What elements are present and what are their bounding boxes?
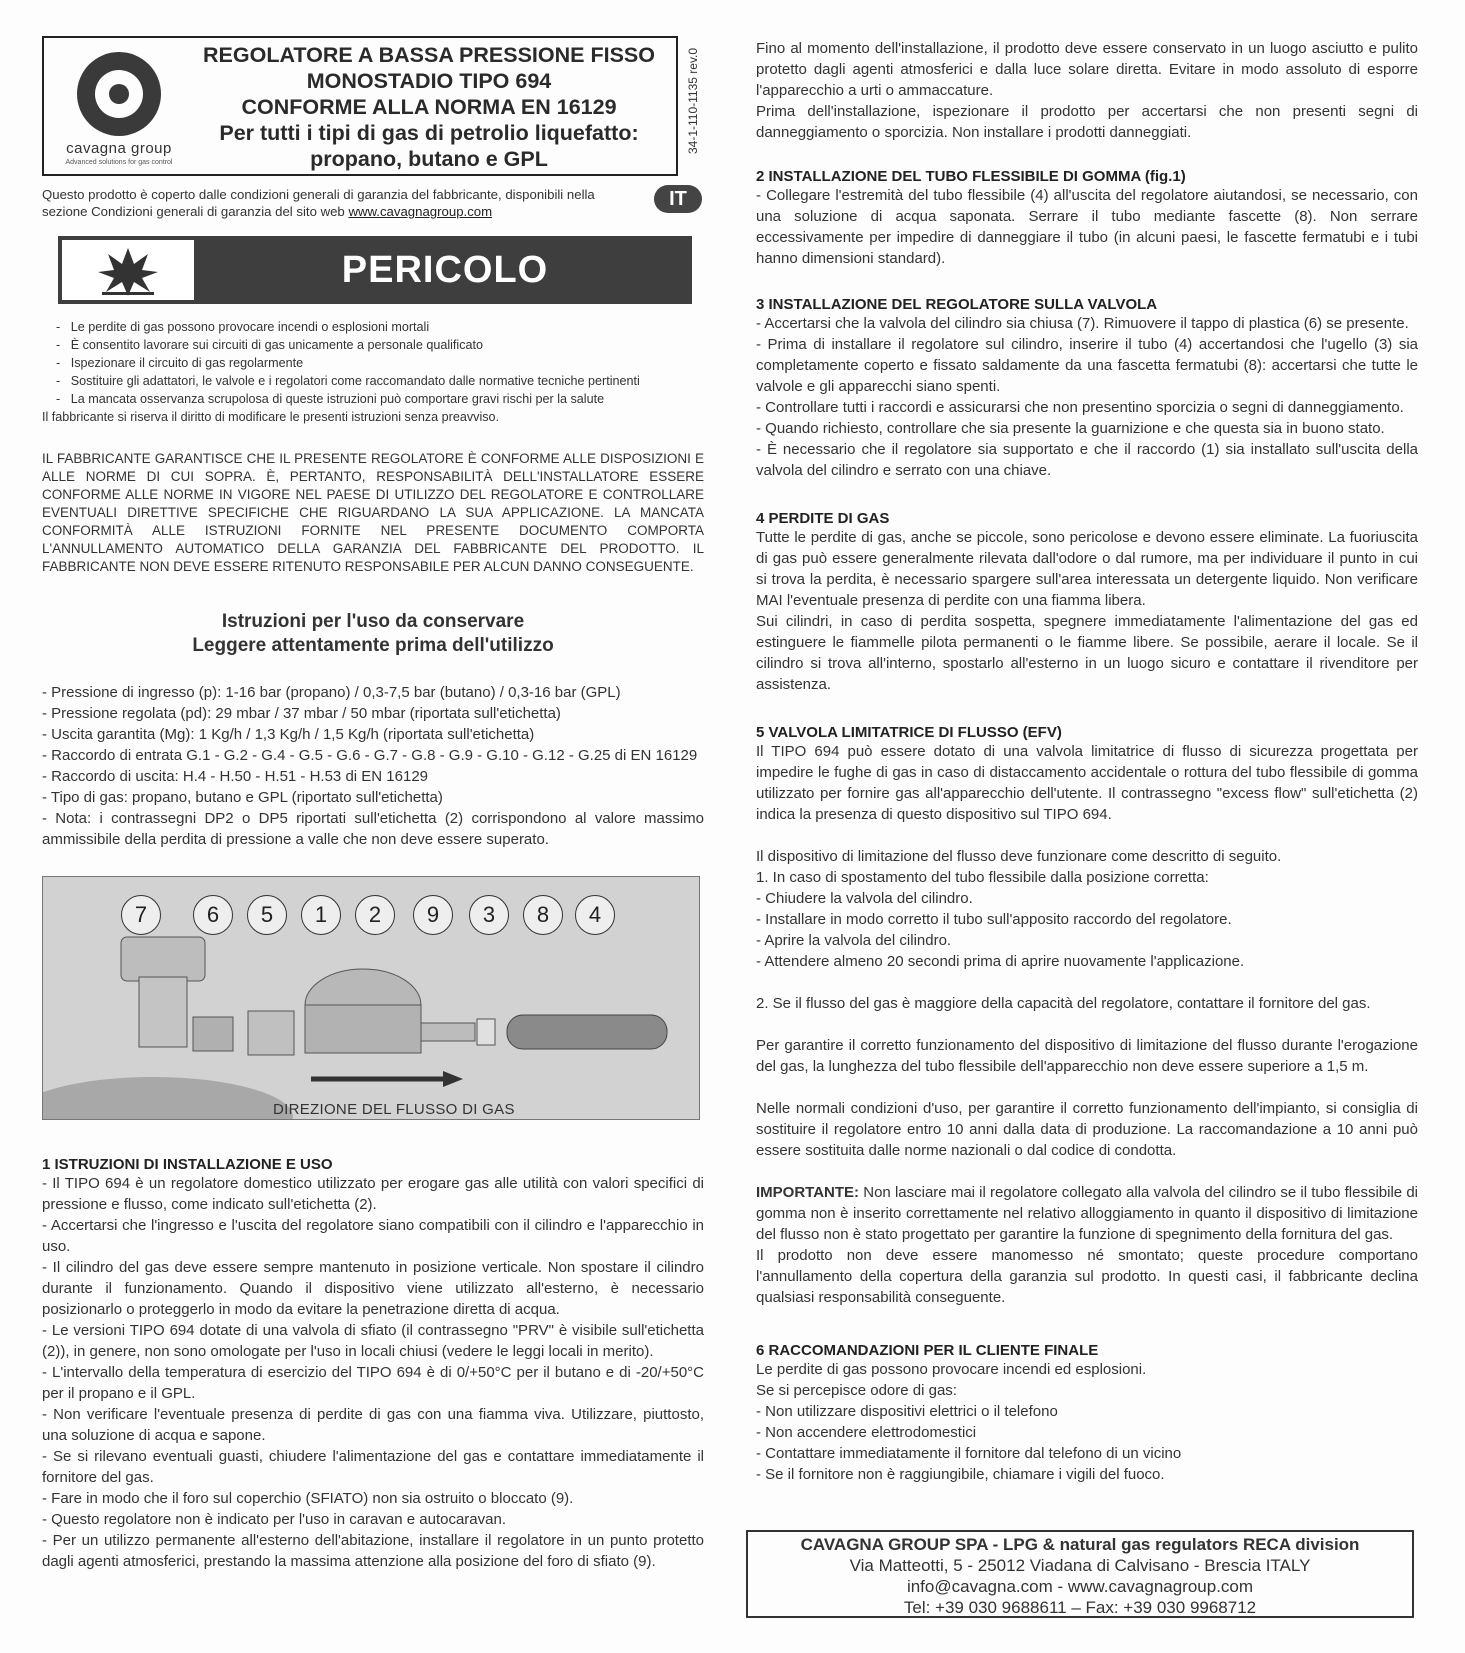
spec-item: - Pressione regolata (pd): 29 mbar / 37 mbar / 50 mbar (riportata sull'etichetta) (42, 705, 561, 722)
spec-item: - Tipo di gas: propano, butano e GPL (riportato sull'etichetta) (42, 789, 443, 806)
section-title: 2 INSTALLAZIONE DEL TUBO FLESSIBILE DI GOMMA (fig.1) (756, 168, 1186, 185)
spec-item: - Raccordo di uscita: H.4 - H.50 - H.51 - H.53 di EN 16129 (42, 768, 429, 785)
section-item: - Attendere almeno 20 secondi prima di aprire nuovamente l'applicazione. (756, 953, 1245, 970)
section-item: - Installare in modo corretto il tubo sull'apposito raccordo del regolatore. (756, 911, 1232, 928)
right-intro (756, 38, 1418, 143)
spec-item: - Nota: i contrassegni DP2 o DP5 riportati sull'etichetta (2) corrispondono al valore massimo ammissibile della perdita di pressione a valle che non deve essere superato. (42, 810, 704, 848)
section-item: - L'intervallo della temperatura di esercizio del TIPO 694 è di 0/+50°C per il butano e di -20/+50°C per il propano e il GPL. (42, 1364, 704, 1402)
list-item: - La mancata osservanza scrupolosa di queste istruzioni può comportare gravi rischi per la salute (56, 392, 605, 406)
title-line: MONOSTADIO TIPO 694 (306, 69, 552, 93)
list-item: - È consentito lavorare sui circuiti di gas unicamente a personale qualificato (56, 338, 484, 352)
section-paragraph: Il dispositivo di limitazione del flusso deve funzionare come descritto di seguito. (756, 848, 1282, 865)
section-paragraph: 2. Se il flusso del gas è maggiore della capacità del regolatore, contattare il fornitore del gas. (756, 995, 1371, 1012)
header-box (42, 36, 678, 176)
figure-label-5: 5 (247, 895, 287, 935)
section-item: - Non utilizzare dispositivi elettrici o il telefono (756, 1403, 1058, 1420)
section-item: - Contattare immediatamente il fornitore dal telefono di un vicino (756, 1445, 1182, 1462)
warranty-text: Questo prodotto è coperto dalle condizioni generali di garanzia del fabbricante, disponibili nella sezione Condizioni generali di garanzia del sito web (42, 187, 595, 219)
footer-address: Via Matteotti, 5 - 25012 Viadana di Calvisano - Brescia ITALY (849, 1556, 1311, 1575)
section-item: - Non accendere elettrodomestici (756, 1424, 977, 1441)
section-paragraph: Se si percepisce odore di gas: (756, 1382, 957, 1399)
section-paragraph: Le perdite di gas possono provocare incendi ed esplosioni. (756, 1361, 1147, 1378)
section-title: 3 INSTALLAZIONE DEL REGOLATORE SULLA VALVOLA (756, 296, 1158, 313)
cavagna-logo (54, 52, 184, 172)
instructions-title-line: Leggere attentamente prima dell'utilizzo (192, 635, 554, 656)
figure-label-3: 3 (469, 895, 509, 935)
figure-label-1: 1 (301, 895, 341, 935)
important-label: IMPORTANTE: (756, 1184, 860, 1201)
section-item: - Quando richiesto, controllare che sia presente la guarnizione e che questa sia in buono stato. (756, 420, 1385, 437)
section-paragraph: Il TIPO 694 può essere dotato di una valvola limitatrice di flusso di sicurezza progettata per impedire le fughe di gas in caso di distaccamento accidentale o rottura del tubo flessibile di gomma utilizzato per fornire gas all'apparecchio dell'utente. Il contrassegno "excess flow" sull'etichetta (2) indica la presenza di questo dispositivo sul TIPO 694. (756, 743, 1418, 823)
modification-note: Il fabbricante si riserva il diritto di modificare le presenti istruzioni senza preavviso. (42, 410, 500, 424)
instructions-title-line: Istruzioni per l'uso da conservare (221, 611, 525, 632)
section-title: 6 RACCOMANDAZIONI PER IL CLIENTE FINALE (756, 1342, 1099, 1359)
intro-paragraph: Fino al momento dell'installazione, il prodotto deve essere conservato in un luogo asciutto e pulito protetto dagli agenti atmosferici e dalla luce solare diretta. Evitare in modo assoluto di esporre l'apparecchio a urti o ammaccature. (756, 40, 1418, 99)
footer-phone: Tel: +39 030 9688611 – Fax: +39 030 9968712 (903, 1598, 1257, 1617)
manufacturer-statement: IL FABBRICANTE GARANTISCE CHE IL PRESENTE REGOLATORE È CONFORME ALLE DISPOSIZIONI E ALLE NORME DI CUI SOPRA. È, PERTANTO, RESPONSABILITÀ DELL'INSTALLATORE ESSERE CONFORME ALLE NORME IN VIGORE NEL PAESE DI UTILIZZO DEL REGOLATORE E CONTROLLARE EVENTUALI DIRETTIVE SPECIFICHE CHE RIGUARDANO LA SUA APPLICAZIONE. LA MANCATA CONFORMITÀ ALLE ISTRUZIONI FORNITE NEL PRESENTE DOCUMENTO COMPORTA L'ANNULLAMENTO AUTOMATICO DELLA GARANZIA DEL FABBRICANTE DEL PRODOTTO. IL FABBRICANTE NON DEVE ESSERE RITENUTO RESPONSABILE PER ALCUN DANNO CONSEGUENTE. (42, 451, 704, 574)
spec-item: - Pressione di ingresso (p): 1-16 bar (propano) / 0,3-7,5 bar (butano) / 0,3-16 bar (GPL) (42, 684, 621, 701)
list-item: - Ispezionare il circuito di gas regolarmente (56, 356, 304, 370)
section-title: 1 ISTRUZIONI DI INSTALLAZIONE E USO (42, 1156, 333, 1173)
section-5 (756, 724, 1418, 1308)
spec-item: - Raccordo di entrata G.1 - G.2 - G.4 - G.5 - G.6 - G.7 - G.8 - G.9 - G.10 - G.12 - G.25 di EN 16129 (42, 747, 698, 764)
figure-label-6: 6 (193, 895, 233, 935)
title-line: propano, butano e GPL (310, 147, 548, 171)
section-item: - Prima di installare il regolatore sul cilindro, inserire il tubo (4) accertandosi che l'ugello (3) sia completamente coperto e fissato saldamente da una fascetta fermatubi (8): accertarsi che tutte le valvole e gli apparecchi siano spenti. (756, 336, 1418, 395)
section-paragraph: Tutte le perdite di gas, anche se piccole, sono pericolose e devono essere eliminate. La fuoriuscita di gas può essere generalmente rilevata dall'odore o dal rumore, ma per individuare il punto in cui si trova la perdita, è necessario spargere sull'area interessata un detergente liquido. Non verificare MAI l'eventuale presenza di perdite con una fiamma libera. (756, 529, 1418, 609)
section-item: - Aprire la valvola del cilindro. (756, 932, 952, 949)
figure-caption: DIREZIONE DEL FLUSSO DI GAS (273, 1101, 515, 1118)
list-item: - Sostituire gli adattatori, le valvole e i regolatori come raccomandato dalle normative tecniche pertinenti (56, 374, 640, 388)
section-item: - Il TIPO 694 è un regolatore domestico utilizzato per erogare gas alle utilità con valori specifici di pressione e flusso, come indicato sull'etichetta (2). (42, 1175, 704, 1213)
important-text: Non lasciare mai il regolatore collegato alla valvola del cilindro se il tubo flessibile di gomma non è inserito correttamente nel relativo alloggiamento in quanto il dispositivo di limitazione del flusso non è stato progettato per garantire la funzione di spegnimento della fornitura del gas. (756, 1184, 1418, 1243)
figure-label-8: 8 (523, 895, 563, 935)
section-item: - Per un utilizzo permanente all'esterno dell'abitazione, installare il regolatore in un punto protetto dagli agenti atmosferici, prestando la massima attenzione alla posizione del foro di sfiato (9). (42, 1532, 704, 1570)
section-1 (42, 1156, 704, 1572)
section-item: - È necessario che il regolatore sia supportato e che il raccordo (1) sia installato sull'uscita della valvola del cilindro e serrato con una chiave. (756, 441, 1418, 479)
document-code: 34-1-110-1135 rev.0 (686, 47, 700, 154)
section-item: - Fare in modo che il foro sul coperchio (SFIATO) non sia ostruito o bloccato (9). (42, 1490, 574, 1507)
danger-icon-box (62, 240, 194, 300)
section-item: - Se il fornitore non è raggiungibile, chiamare i vigili del fuoco. (756, 1466, 1165, 1483)
instructions-title (42, 610, 704, 658)
figure-label-2: 2 (355, 895, 395, 935)
section-paragraph: Sui cilindri, in caso di perdita sospetta, spegnere immediatamente l'alimentazione del gas ed estinguere le fiammelle pilota permanenti o le fiamme libere. Se possibile, aerare il locale. Se il cilindro si trova all'interno, spostarlo all'esterno in un luogo sicuro e contattare il rivenditore per assistenza. (756, 613, 1418, 693)
intro-paragraph: Prima dell'installazione, ispezionare il prodotto per accertarsi che non presenti segni di danneggiamento o sporcizia. Non installare i prodotti danneggiati. (756, 103, 1418, 141)
footer-company: CAVAGNA GROUP SPA - LPG & natural gas regulators RECA division (800, 1535, 1360, 1554)
spec-item: - Uscita garantita (Mg): 1 Kg/h / 1,3 Kg/h / 1,5 Kg/h (riportata sull'etichetta) (42, 726, 535, 743)
regulator-figure (42, 876, 700, 1120)
figure-label-9: 9 (413, 895, 453, 935)
section-item: - Se si rilevano eventuali guasti, chiudere l'alimentazione del gas e contattare immediatamente il fornitore del gas. (42, 1448, 704, 1486)
section-3 (756, 296, 1418, 481)
title-line: CONFORME ALLA NORMA EN 16129 (241, 95, 617, 119)
section-item: - Non verificare l'eventuale presenza di perdite di gas con una fiamma viva. Utilizzare, piuttosto, una soluzione di acqua e sapone. (42, 1406, 704, 1444)
danger-banner (58, 236, 692, 304)
danger-bullets (56, 318, 696, 408)
logo-name: cavagna group (66, 140, 172, 157)
figure-label-7: 7 (121, 895, 161, 935)
section-title: 4 PERDITE DI GAS (756, 510, 890, 527)
section-4 (756, 510, 1418, 695)
section-title: 5 VALVOLA LIMITATRICE DI FLUSSO (EFV) (756, 724, 1062, 741)
title-line: REGOLATORE A BASSA PRESSIONE FISSO (203, 43, 655, 67)
logo-mark-icon (77, 52, 161, 136)
section-item: - Chiudere la valvola del cilindro. (756, 890, 973, 907)
company-footer (746, 1530, 1414, 1618)
title-line: Per tutti i tipi di gas di petrolio liquefatto: (219, 121, 639, 145)
section-paragraph: Nelle normali condizioni d'uso, per garantire il corretto funzionamento dell'impianto, si consiglia di sostituire il regolatore entro 10 anni dalla data di produzione. La raccomandazione a 10 anni può essere sostituita dalle norme nazionali o dal codice di condotta. (756, 1100, 1418, 1159)
section-paragraph: Per garantire il corretto funzionamento del dispositivo di limitazione del flusso durante l'erogazione del gas, la lunghezza del tubo flessibile dell'apparecchio non deve essere superiore a 1,5 m. (756, 1037, 1418, 1075)
section-item: - Le versioni TIPO 694 dotate di una valvola di sfiato (il contrassegno "PRV" è visibile sull'etichetta (2)), in genere, non sono omologate per l'uso in locali chiusi (vedere le leggi locali in merito). (42, 1322, 704, 1360)
document-title (184, 42, 674, 172)
section-item: - Accertarsi che l'ingresso e l'uscita del regolatore siano compatibili con il cilindro e l'apparecchio in uso. (42, 1217, 704, 1255)
logo-tagline: Advanced solutions for gas control (65, 159, 173, 166)
section-paragraph: 1. In caso di spostamento del tubo flessibile dalla posizione corretta: (756, 869, 1209, 886)
spec-list (42, 682, 704, 850)
section-text: - Collegare l'estremità del tubo flessibile (4) all'uscita del regolatore aiutandosi, se necessario, con una soluzione di acqua saponata. Serrare il tubo mediante fascette (8). Non serrare eccessivamente per impedire di danneggiare il tubo (in alcuni paesi, le fascette fermatubi e i tubi hanno dimensioni standard). (756, 187, 1418, 267)
footer-contacts: info@cavagna.com - www.cavagnagroup.com (906, 1577, 1254, 1596)
danger-title: PERICOLO (341, 249, 549, 291)
section-6 (756, 1342, 1418, 1485)
warranty-note (42, 186, 632, 220)
section-item: - Controllare tutti i raccordi e assicurarsi che non presentino sporcizia o segni di danneggiamento. (756, 399, 1404, 416)
section-item: - Questo regolatore non è indicato per l'uso in caravan e autocaravan. (42, 1511, 506, 1528)
section-paragraph: Il prodotto non deve essere manomesso né smontato; queste procedure comportano l'annullamento della copertura della garanzia sul prodotto. In questi casi, il fabbricante declina qualsiasi responsabilità conseguente. (756, 1247, 1418, 1306)
warranty-link[interactable]: www.cavagnagroup.com (348, 204, 493, 219)
section-item: - Accertarsi che la valvola del cilindro sia chiusa (7). Rimuovere il tappo di plastica (6) se presente. (756, 315, 1409, 332)
explosion-icon (62, 240, 194, 300)
important-paragraph (756, 1182, 1418, 1245)
section-item: - Il cilindro del gas deve essere sempre mantenuto in posizione verticale. Non spostare il cilindro durante il funzionamento. Quando il dispositivo viene utilizzato all'esterno, è necessario posizionarlo o proteggerlo in modo da evitare la penetrazione diretta di acqua. (42, 1259, 704, 1318)
list-item: - Le perdite di gas possono provocare incendi o esplosioni mortali (56, 320, 430, 334)
figure-label-4: 4 (575, 895, 615, 935)
language-badge: IT (654, 185, 702, 213)
section-2 (756, 168, 1418, 269)
